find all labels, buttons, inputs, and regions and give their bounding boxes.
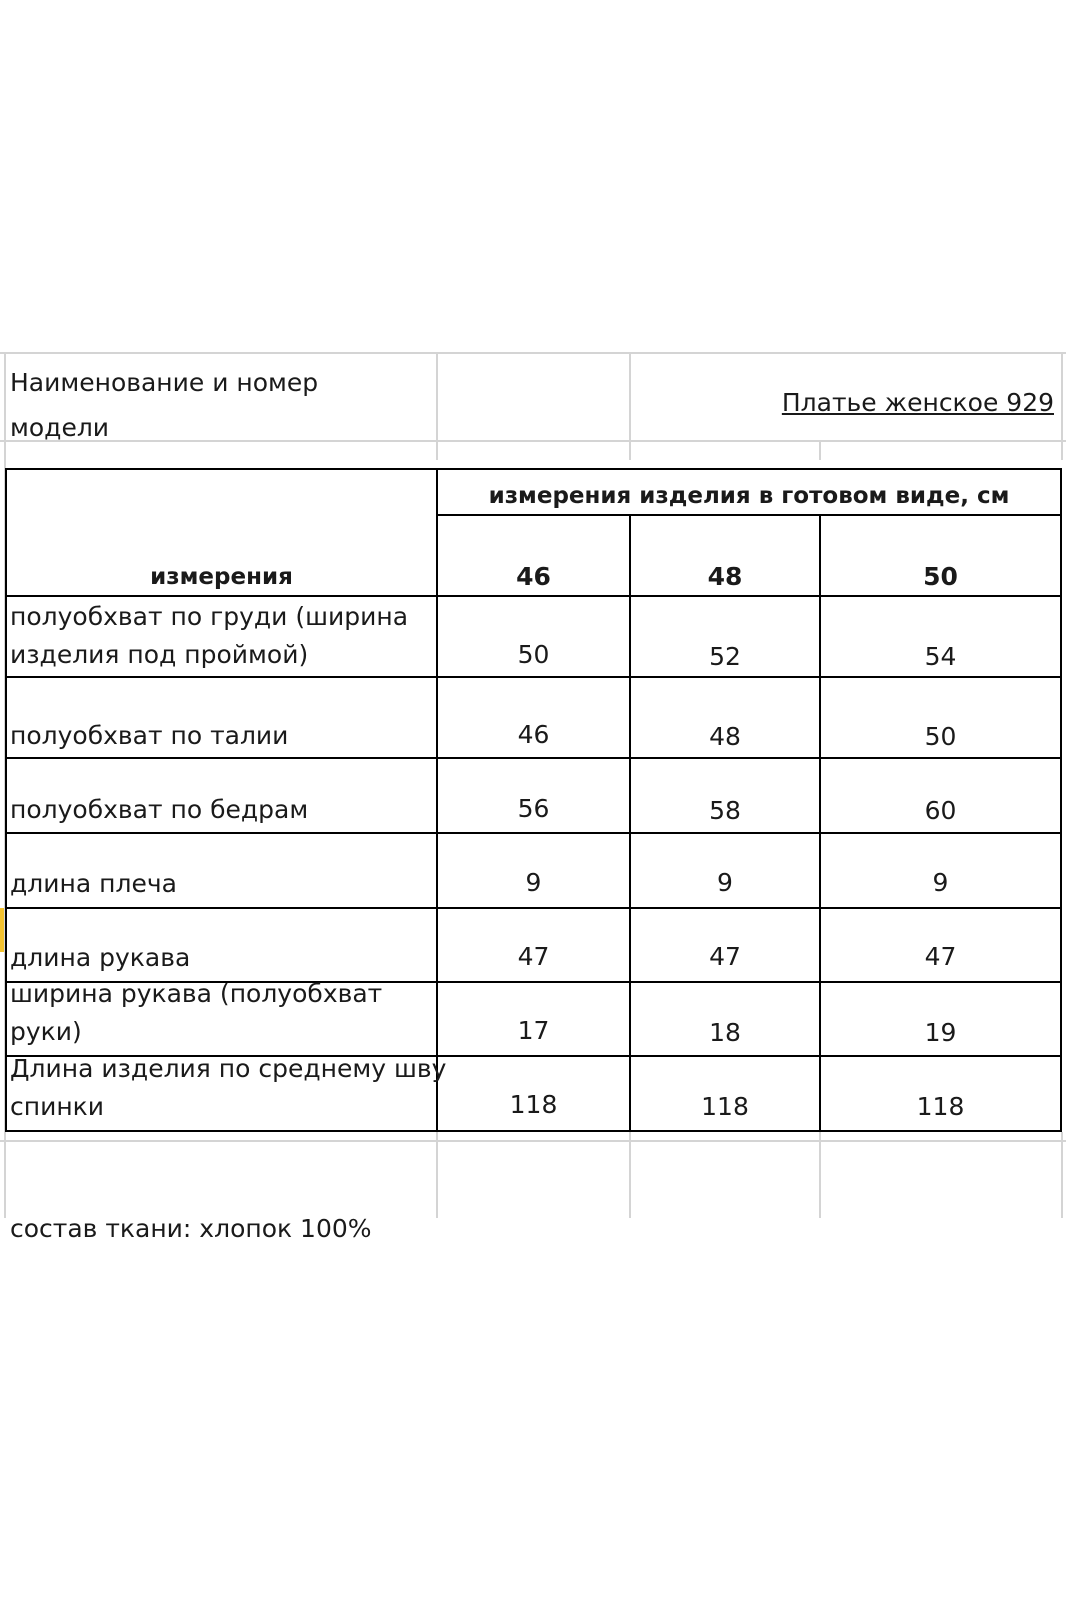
gridline — [629, 352, 631, 460]
measurement-value: 50 — [924, 722, 957, 751]
measurement-value: 47 — [517, 942, 550, 971]
table-border — [5, 1130, 1062, 1132]
row-header: измерения — [150, 564, 293, 590]
measurement-value: 47 — [924, 942, 957, 971]
measurement-value: 47 — [709, 942, 741, 971]
measurement-label: длина плеча — [10, 869, 177, 898]
gridline — [0, 1140, 1066, 1142]
measurement-value: 9 — [932, 868, 949, 897]
measurement-value: 118 — [701, 1092, 749, 1121]
measurement-label: спинки — [10, 1092, 105, 1121]
measurement-label: изделия под проймой) — [10, 640, 309, 669]
measurement-label: руки) — [10, 1017, 82, 1046]
measurement-value: 48 — [709, 722, 741, 751]
gridline — [436, 352, 438, 460]
gridline — [1061, 352, 1063, 460]
measurement-value: 54 — [924, 642, 957, 671]
measurement-value: 118 — [509, 1090, 558, 1119]
measurement-label: Длина изделия по среднему шву — [10, 1054, 447, 1083]
gridline — [1061, 1132, 1063, 1218]
table-border — [5, 757, 1062, 759]
table-border — [5, 468, 1062, 470]
size-header: 50 — [923, 562, 958, 591]
gridline — [819, 440, 821, 460]
model-label-line1: Наименование и номер — [10, 368, 319, 397]
measurement-value: 9 — [717, 868, 733, 897]
row-selection-marker — [0, 908, 4, 952]
measurement-value: 56 — [517, 794, 550, 823]
measurement-value: 18 — [709, 1018, 741, 1047]
table-border — [5, 907, 1062, 909]
table-border — [5, 832, 1062, 834]
measurement-value: 50 — [517, 640, 550, 669]
measurement-value: 52 — [709, 642, 741, 671]
gridline — [436, 1132, 438, 1218]
measurement-value: 19 — [924, 1018, 957, 1047]
model-label-line2: модели — [10, 413, 110, 442]
fabric-composition: состав ткани: хлопок 100% — [10, 1214, 372, 1243]
measurement-label: длина рукава — [10, 943, 191, 972]
measurement-value: 17 — [517, 1016, 550, 1045]
measurement-label: полуобхват по бедрам — [10, 795, 309, 824]
measurement-value: 118 — [916, 1092, 965, 1121]
size-header: 48 — [707, 562, 743, 591]
model-name: Платье женское 929 — [781, 388, 1054, 417]
measurement-label: ширина рукава (полуобхват — [10, 979, 383, 1008]
gridline — [0, 352, 1066, 354]
table-border — [5, 676, 1062, 678]
measurement-label: полуобхват по талии — [10, 721, 289, 750]
gridline — [629, 1132, 631, 1218]
table-border — [1060, 468, 1062, 1132]
gridline — [819, 1132, 821, 1218]
measurement-value: 60 — [924, 796, 957, 825]
measurement-value: 46 — [517, 720, 550, 749]
gridline — [0, 440, 1066, 442]
size-header: 46 — [516, 562, 551, 591]
measurement-value: 9 — [525, 868, 542, 897]
group-header: измерения изделия в готовом виде, см — [488, 483, 1010, 509]
measurement-label: полуобхват по груди (ширина — [10, 602, 409, 631]
measurement-value: 58 — [709, 796, 741, 825]
